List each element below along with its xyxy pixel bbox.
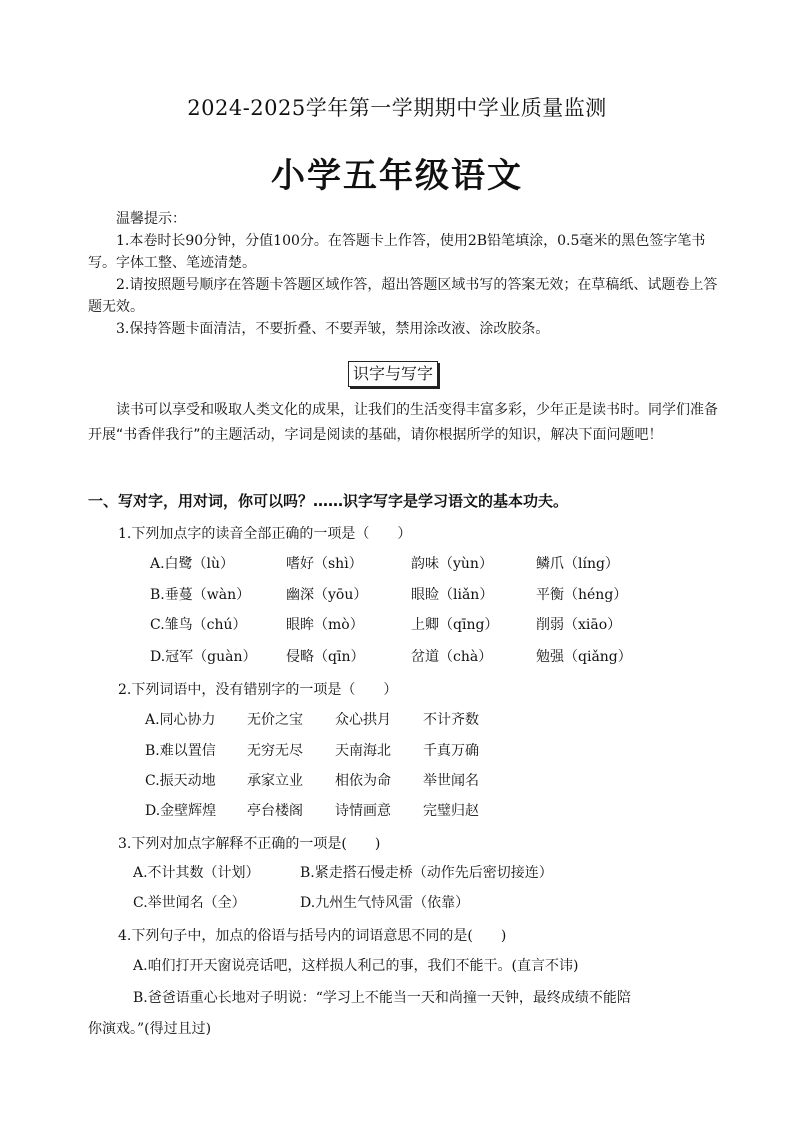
q1-a-1: A.白鹭（lù） [150,556,235,572]
q1-c-4: 削弱（xiāo） [536,617,622,633]
q2-row-b [145,740,479,760]
q1-b-4: 平衡（héng） [536,587,628,603]
notice-item-3: 3.保持答题卡面清洁，不要折叠、不要弄皱，禁用涂改液、涂改胶条。 [116,321,550,337]
q4-option-b-line2: 你演戏。”(得过且过) [88,1021,212,1037]
part-one-heading: 一、写对字，用对词，你可以吗？……识字写字是学习语文的基本功夫。 [88,492,569,510]
q1-row-d [150,646,661,666]
q2-c-2: 承家立业 [247,773,303,789]
section-title: 识字与写字 [348,361,438,387]
q1-d-3: 岔道（chà） [411,649,493,665]
q4-option-a: A.咱们打开天窗说亮话吧，这样损人利己的事，我们不能干。(直言不讳) [133,958,579,974]
q1-d-4: 勉强（qiǎng） [536,649,632,665]
q1-d-2: 侵略（qīn） [286,649,365,665]
q2-a-3: 众心拱月 [335,712,391,728]
q1-a-2: 嗜好（shì） [286,556,363,572]
q2-row-c [145,770,479,790]
notice-title: 温馨提示： [116,211,186,227]
q2-row-a [145,709,479,729]
q1-row-b [150,584,661,604]
q1-a-4: 鳞爪（líng） [536,556,619,572]
exam-title: 2024-2025学年第一学期期中学业质量监测 [187,96,607,120]
q4-option-b-line1: B.爸爸语重心长地对子明说：“学习上不能当一天和尚撞一天钟，最终成绩不能陪 [133,990,631,1006]
q2-a-2: 无价之宝 [247,712,303,728]
q3-c: C.举世闻名（全） [133,895,246,911]
q1-a-3: 韵味（yùn） [411,556,493,572]
q1-b-3: 眼睑（liǎn） [411,587,494,603]
q2-d-3: 诗情画意 [335,803,391,819]
q2-d-2: 亭台楼阁 [247,803,303,819]
q2-c-4: 举世闻名 [423,773,479,789]
q2-c-3: 相依为命 [335,773,391,789]
q1-row-a [150,553,661,573]
q2-d-1: D.金壁辉煌 [145,803,217,819]
q3-b: B.紧走搭石慢走桥（动作先后密切接连） [300,865,553,881]
q2-d-4: 完璧归赵 [423,803,479,819]
q3-row-cd [133,892,469,912]
q2-a-4: 不计齐数 [423,712,479,728]
q1-c-3: 上卿（qīng） [411,617,499,633]
q2-b-4: 千真万确 [423,743,479,759]
q1-b-2: 幽深（yōu） [286,587,368,603]
notice-item-1: 1.本卷时长90分钟，分值100分。在答题卡上作答，使用2B铅笔填涂，0.5毫米的黑色签字笔书写。字体工整、笔迹清楚。 [88,233,706,271]
intro-paragraph [88,398,720,448]
notice-block [88,208,720,340]
q2-a-1: A.同心协力 [145,712,216,728]
q1-b-1: B.垂蔓（wàn） [150,587,251,603]
subject-title: 小学五年级语文 [271,156,523,196]
intro-text: 读书可以享受和吸取人类文化的成果，让我们的生活变得丰富多彩，少年正是读书时。同学们准备开展“书香伴我行”的主题活动，字词是阅读的基础，请你根据所学的知识，解决下面问题吧！ [88,402,718,443]
q1-stem: 1.下列加点字的读音全部正确的一项是（ ） [118,526,412,542]
notice-item-2: 2.请按照题号顺序在答题卡答题区域作答，超出答题区域书写的答案无效；在草稿纸、试题卷上答题无效。 [88,277,718,315]
q2-c-1: C.振天动地 [145,773,216,789]
q2-b-1: B.难以置信 [145,743,216,759]
q1-row-c [150,614,661,634]
q1-d-1: D.冠军（guàn） [150,649,257,665]
q3-row-ab [133,862,553,882]
q2-b-3: 天南海北 [335,743,391,759]
q3-stem: 3.下列对加点字解释不正确的一项是( ) [118,836,381,852]
q3-d: D.九州生气恃风雷（依靠） [300,895,470,911]
q1-c-1: C.雏鸟（chú） [150,617,247,633]
q2-stem: 2.下列词语中，没有错别字的一项是（ ） [118,682,398,698]
q4-stem: 4.下列句子中，加点的俗语与括号内的词语意思不同的是( ) [118,928,507,944]
q1-c-2: 眼眸（mò） [286,617,364,633]
q3-a: A.不计其数（计划） [133,865,260,881]
q2-row-d [145,800,479,820]
q2-b-2: 无穷无尽 [247,743,303,759]
